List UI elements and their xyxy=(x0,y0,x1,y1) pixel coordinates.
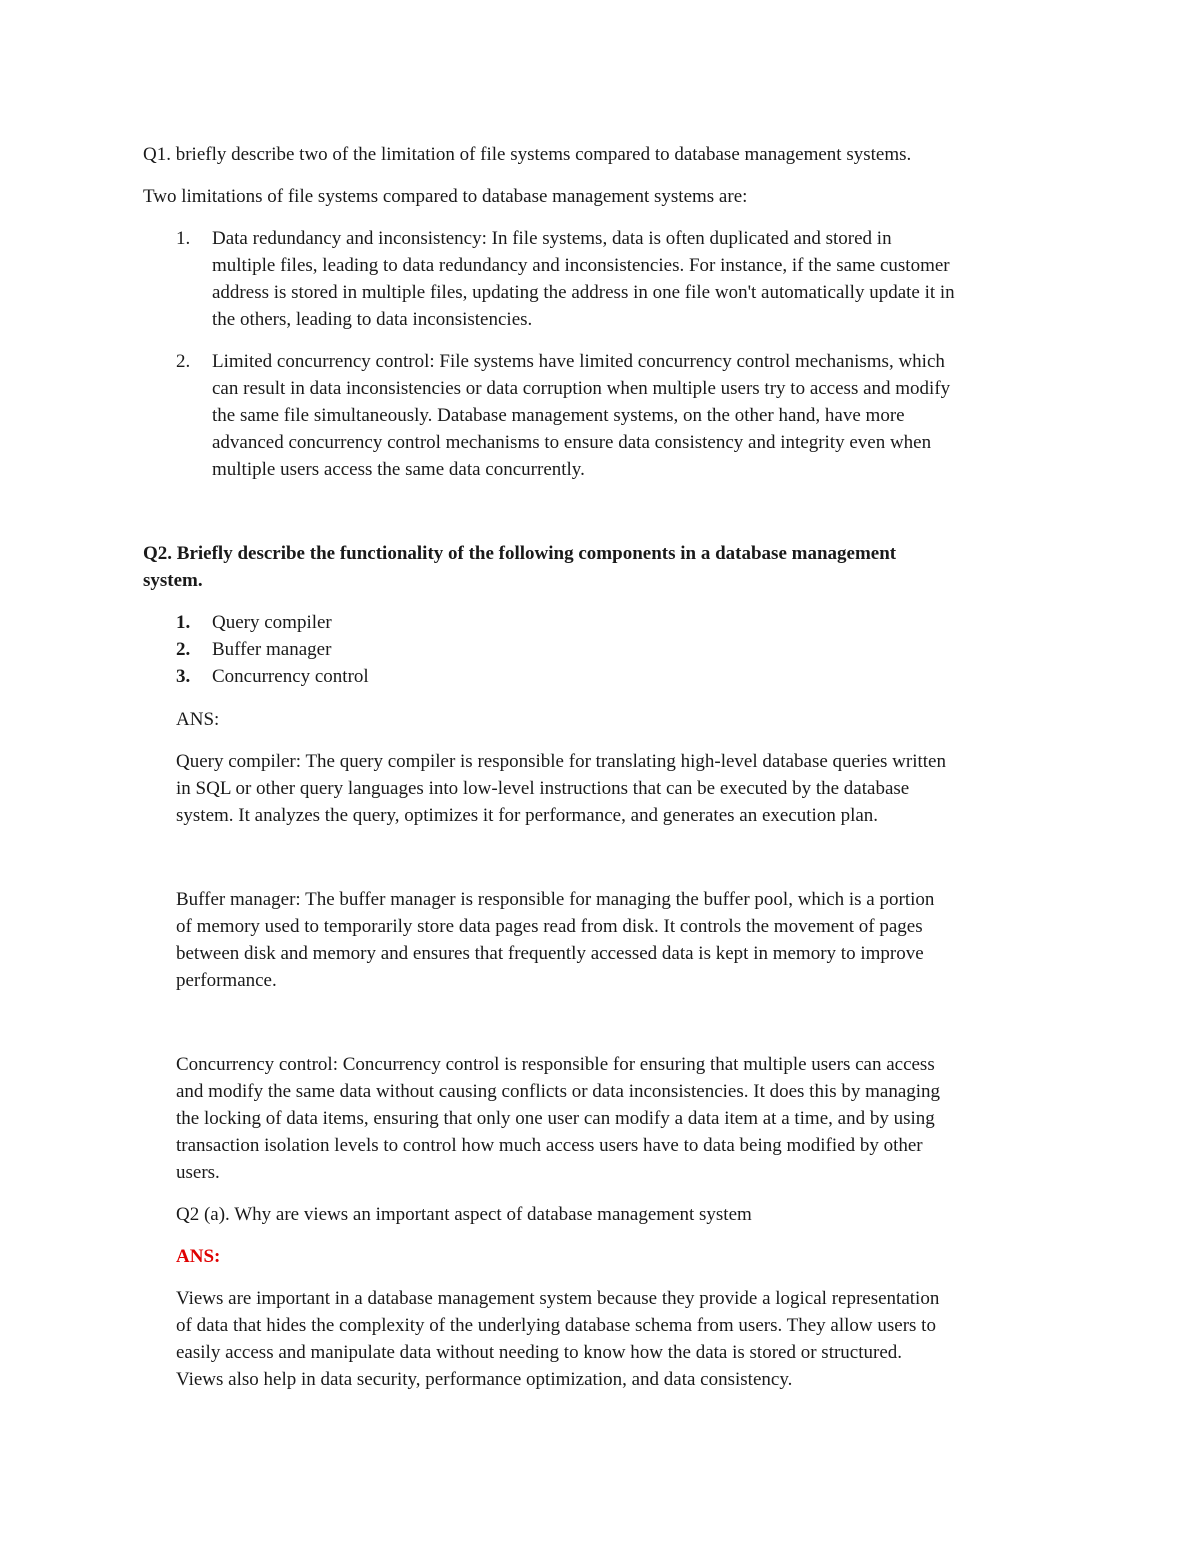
q2-component-number: 1. xyxy=(176,612,191,633)
q2a-answer-line: Views are important in a database management system because they provide a logical representation xyxy=(176,1288,940,1309)
q1-item-2-line: can result in data inconsistencies or data corruption when multiple users try to access and modify xyxy=(212,378,951,399)
q2-answer-line: Buffer manager: The buffer manager is responsible for managing the buffer pool, which is a portion xyxy=(176,889,935,910)
q1-question: Q1. briefly describe two of the limitation of file systems compared to database management systems. xyxy=(143,144,912,165)
q2-component-label: Concurrency control xyxy=(212,666,369,687)
q2a-ans-label: ANS: xyxy=(176,1246,221,1267)
q1-intro: Two limitations of file systems compared to database management systems are: xyxy=(143,186,748,207)
q2-answer-line: transaction isolation levels to control how much access users have to data being modified by other xyxy=(176,1135,923,1156)
q2-answer-line: users. xyxy=(176,1162,220,1183)
q2-component-label: Buffer manager xyxy=(212,639,332,660)
q2-answer-line: Concurrency control: Concurrency control is responsible for ensuring that multiple users can access xyxy=(176,1054,935,1075)
q2a-answer-line: of data that hides the complexity of the underlying database schema from users. They allow users to xyxy=(176,1315,936,1336)
q2-component-label: Query compiler xyxy=(212,612,332,633)
q2-component-number: 2. xyxy=(176,639,191,660)
q2-answer-line: between disk and memory and ensures that frequently accessed data is kept in memory to improve xyxy=(176,943,924,964)
q2a-question: Q2 (a). Why are views an important aspect of database management system xyxy=(176,1204,752,1225)
q1-item-2-line: multiple users access the same data concurrently. xyxy=(212,459,585,480)
q1-item-1-number: 1. xyxy=(176,228,191,249)
q2-answer-line: Query compiler: The query compiler is responsible for translating high-level database queries written xyxy=(176,751,946,772)
q1-item-1-line: Data redundancy and inconsistency: In file systems, data is often duplicated and stored in xyxy=(212,228,892,249)
q2-answer-line: system. It analyzes the query, optimizes it for performance, and generates an execution plan. xyxy=(176,805,879,826)
q2-component-number: 3. xyxy=(176,666,191,687)
q2a-answer-line: Views also help in data security, performance optimization, and data consistency. xyxy=(176,1369,793,1390)
q1-item-2-line: Limited concurrency control: File systems have limited concurrency control mechanisms, which xyxy=(212,351,945,372)
q1-item-1-line: address is stored in multiple files, updating the address in one file won't automatically update it in xyxy=(212,282,955,303)
q2a-answer-line: easily access and manipulate data without needing to know how the data is stored or structured. xyxy=(176,1342,903,1363)
q2-answer-line: in SQL or other query languages into low-level instructions that can be executed by the database xyxy=(176,778,910,799)
q2-answer-line: of memory used to temporarily store data pages read from disk. It controls the movement of pages xyxy=(176,916,923,937)
q1-item-2-number: 2. xyxy=(176,351,191,372)
q1-item-2-line: advanced concurrency control mechanisms to ensure data consistency and integrity even when xyxy=(212,432,932,453)
q2-answer-line: and modify the same data without causing conflicts or data inconsistencies. It does this by managing xyxy=(176,1081,941,1102)
q2-answer-line: the locking of data items, ensuring that only one user can modify a data item at a time, and by using xyxy=(176,1108,935,1129)
q1-item-2-line: the same file simultaneously. Database management systems, on the other hand, have more xyxy=(212,405,905,426)
q2-question: Q2. Briefly describe the functionality of the following components in a database management xyxy=(143,543,897,564)
q1-item-1-line: multiple files, leading to data redundancy and inconsistencies. For instance, if the same customer xyxy=(212,255,950,276)
q1-item-1-line: the others, leading to data inconsistencies. xyxy=(212,309,533,330)
q2-ans-label: ANS: xyxy=(176,709,220,730)
q2-question: system. xyxy=(143,570,203,591)
q2-answer-line: performance. xyxy=(176,970,277,991)
